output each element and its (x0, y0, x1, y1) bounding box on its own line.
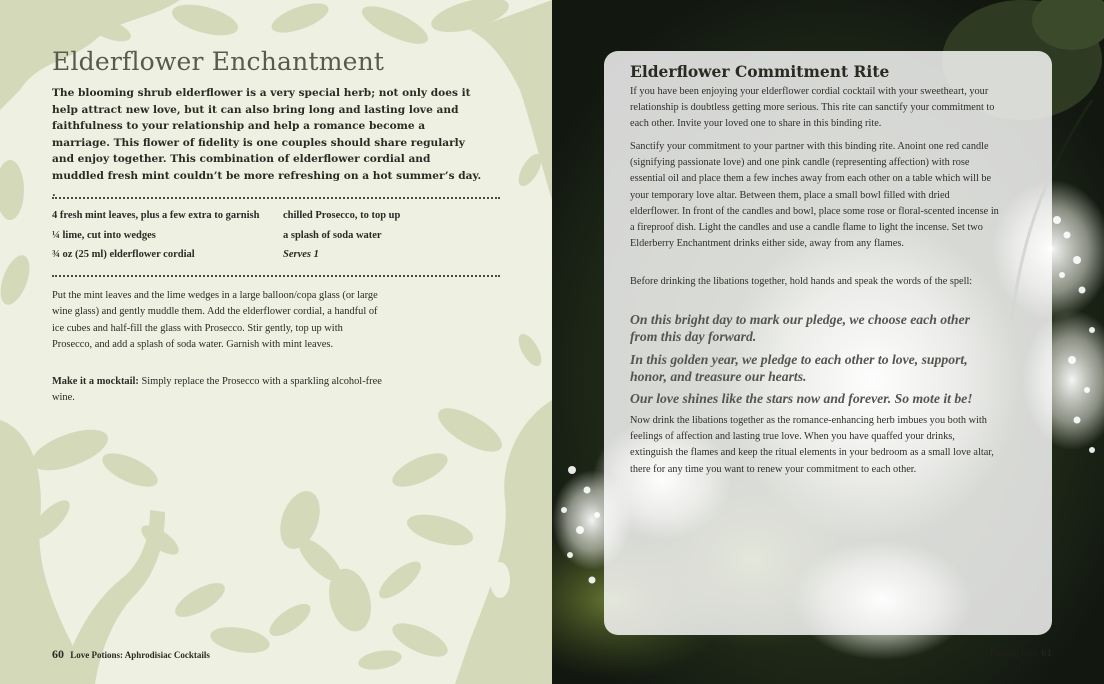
ingredient-item: 4 fresh mint leaves, plus a few extra to garnish (52, 210, 260, 221)
page-number-right: 61 (1041, 647, 1052, 659)
ingredient-item: ¼ lime, cut into wedges (52, 229, 156, 241)
right-page (552, 0, 1104, 684)
dotted-divider-bottom (52, 275, 500, 277)
mocktail-text: Simply replace the Prosecco with a sparkling alcohol-free wine. (52, 376, 382, 404)
rite-paragraph: Sanctify your commitment to your partner with this binding rite. Anoint one red candle (signifying passionate love) and one pink candle (representing affection) with rose essential oil and place them a few inches away from each other on a table which will be your temporary love altar. Between them, place a small bowl filled with dried elderflower. In front of the candles and bowl, place some rose or floral-scented incense in a fireproof dish. Light the candles and use a candle flame to light the incense. Set two Elderberry Enchantment drinks either side, away from any flames. (630, 141, 999, 250)
serves-label: Serves 1 (283, 249, 319, 260)
recipe-method: Put the mint leaves and the lime wedges in a large balloon/copa glass (or large wine glass) and gently muddle them. Add the elderflower cordial, a handful of ice cubes and half-fill the glass with Prosecco. Stir gently, top up with Prosecco, and add a splash of soda water. Garnish with mint leaves. (52, 290, 378, 350)
rite-paragraph: Before drinking the libations together, hold hands and speak the words of the spell: (630, 276, 973, 287)
ingredients-column-right (283, 206, 503, 265)
right-footer (972, 647, 1052, 659)
rite-title: Elderflower Commitment Rite (630, 62, 890, 81)
ingredient-item: a splash of soda water (283, 229, 382, 241)
ingredients-column-left (52, 206, 277, 265)
left-footer (52, 647, 210, 662)
rite-paragraph: Now drink the libations together as the romance-enhancing herb imbues you both with feelings of affection and lasting true love. When you have quaffed your drinks, extinguish the flames and keep the ritual elements in your bedroom as a small love altar, there for any time you want to renew your commitment to each other. (630, 415, 994, 475)
mocktail-label: Make it a mocktail: (52, 376, 139, 387)
page-number-left: 60 (52, 647, 64, 661)
dotted-divider-top (52, 197, 500, 199)
ingredient-item: ¾ oz (25 ml) elderflower cordial (52, 249, 195, 260)
rite-paragraph: If you have been enjoying your elderflower cordial cocktail with your sweetheart, your relationship is doubtless getting more serious. This rite can sanctify your commitment to each other. Invite your loved one to share in this binding rite. (630, 86, 995, 130)
recipe-intro: The blooming shrub elderflower is a very special herb; not only does it help attract new love, but it can also bring long and lasting love and faithfulness to your relationship and help a romance become a marriage. This flower of fidelity is one couples should share regularly and enjoy together. This combination of elderflower cordial and muddled fresh mint couldn’t be more refreshing on a hot summer’s day. . (52, 87, 482, 199)
spell-vow: On this bright day to mark our pledge, we choose each other from this day forward. (630, 312, 970, 345)
mocktail-note (52, 374, 382, 407)
spell-vow: Our love shines like the stars now and forever. So mote it be! (630, 391, 973, 406)
running-head-left: Love Potions: Aphrodisiac Cocktails (70, 650, 210, 660)
recipe-title: Elderflower Enchantment (52, 47, 385, 76)
ingredient-item: chilled Prosecco, to top up (283, 210, 401, 221)
spell-vow: In this golden year, we pledge to each other to love, support, honor, and treasure our hearts. (630, 352, 968, 385)
running-head-right: Binding love (990, 648, 1037, 658)
